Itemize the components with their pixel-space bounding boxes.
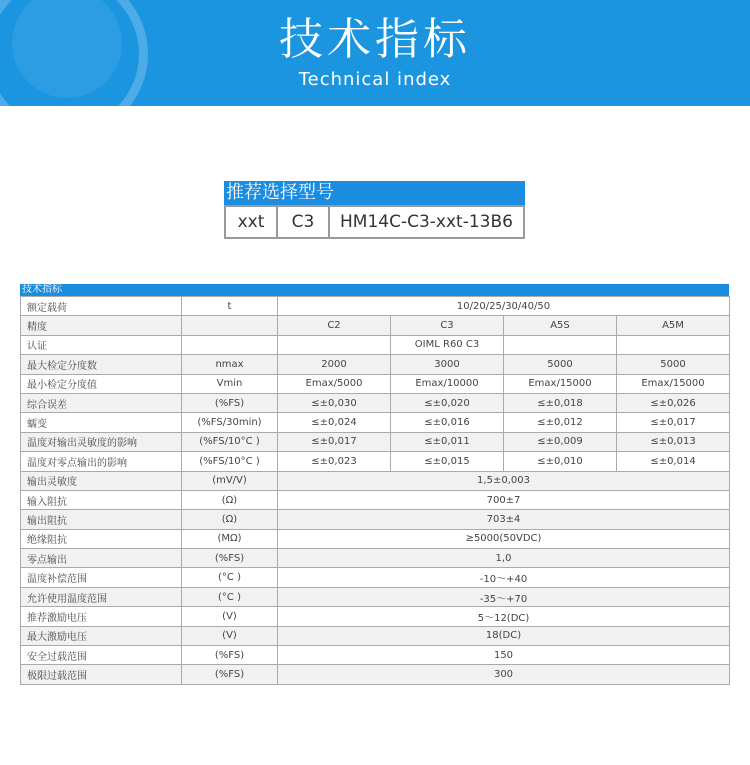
spec-value-cell — [617, 335, 730, 354]
table-row — [21, 510, 730, 529]
spec-name-cell: 绝缘阻抗 — [21, 529, 182, 548]
spec-value-cell: 5～12(DC) — [278, 607, 730, 626]
spec-unit-cell: (°C ) — [182, 568, 278, 587]
spec-value-cell: 5000 — [504, 355, 617, 374]
table-row — [21, 665, 730, 684]
spec-unit-cell: (MΩ) — [182, 529, 278, 548]
spec-name-cell: 允许使用温度范围 — [21, 587, 182, 606]
table-row — [21, 374, 730, 393]
spec-value-cell: A5M — [617, 316, 730, 335]
spec-unit-cell: (%FS) — [182, 665, 278, 684]
spec-unit-cell: (%FS) — [182, 393, 278, 412]
spec-value-cell: ≤±0,012 — [504, 413, 617, 432]
spec-unit-cell: (V) — [182, 626, 278, 645]
spec-unit-cell: (°C ) — [182, 587, 278, 606]
spec-value-cell — [278, 335, 391, 354]
spec-value-cell — [504, 335, 617, 354]
spec-name-cell: 最小检定分度值 — [21, 374, 182, 393]
spec-value-cell: Emax/15000 — [617, 374, 730, 393]
table-row — [21, 335, 730, 354]
table-row — [21, 471, 730, 490]
spec-value-cell: ≤±0,030 — [278, 393, 391, 412]
spec-value-cell: 18(DC) — [278, 626, 730, 645]
model-accuracy-cell: C3 — [277, 206, 329, 238]
spec-name-cell: 综合误差 — [21, 393, 182, 412]
spec-value-cell: ≤±0,026 — [617, 393, 730, 412]
spec-value-cell: ≤±0,014 — [617, 452, 730, 471]
spec-name-cell: 最大检定分度数 — [21, 355, 182, 374]
spec-name-cell: 输出阻抗 — [21, 510, 182, 529]
spec-name-cell: 极限过载范围 — [21, 665, 182, 684]
spec-value-cell: 1,5±0,003 — [278, 471, 730, 490]
spec-value-cell: ≤±0,024 — [278, 413, 391, 432]
spec-name-cell: 输出灵敏度 — [21, 471, 182, 490]
spec-value-cell: ≤±0,015 — [391, 452, 504, 471]
spec-unit-cell: (%FS/10°C ) — [182, 452, 278, 471]
spec-unit-cell: (%FS) — [182, 646, 278, 665]
table-row — [21, 393, 730, 412]
spec-value-cell: Emax/10000 — [391, 374, 504, 393]
spec-name-cell: 额定载荷 — [21, 297, 182, 316]
spec-unit-cell: (Ω) — [182, 510, 278, 529]
spec-value-cell: 10/20/25/30/40/50 — [278, 297, 730, 316]
spec-unit-cell: t — [182, 297, 278, 316]
spec-name-cell: 零点输出 — [21, 549, 182, 568]
table-row — [21, 452, 730, 471]
spec-value-cell: C2 — [278, 316, 391, 335]
spec-name-cell: 推荐激励电压 — [21, 607, 182, 626]
spec-value-cell: 703±4 — [278, 510, 730, 529]
spec-unit-cell: (%FS/30min) — [182, 413, 278, 432]
spec-unit-cell: nmax — [182, 355, 278, 374]
table-row — [21, 587, 730, 606]
recommended-model-title: 推荐选择型号 — [224, 181, 525, 205]
spec-value-cell: -10～+40 — [278, 568, 730, 587]
spec-value-cell: Emax/15000 — [504, 374, 617, 393]
spec-unit-cell: (V) — [182, 607, 278, 626]
spec-value-cell: 2000 — [278, 355, 391, 374]
spec-name-cell: 精度 — [21, 316, 182, 335]
spec-value-cell: ≤±0,017 — [617, 413, 730, 432]
table-row — [21, 490, 730, 509]
recommended-model-box — [224, 181, 525, 239]
spec-name-cell: 温度对输出灵敏度的影响 — [21, 432, 182, 451]
table-row — [21, 549, 730, 568]
recommended-model-table — [224, 205, 525, 239]
spec-value-cell: ≤±0,016 — [391, 413, 504, 432]
spec-name-cell: 蠕变 — [21, 413, 182, 432]
spec-value-cell: 3000 — [391, 355, 504, 374]
model-capacity-cell: xxt — [225, 206, 277, 238]
spec-unit-cell — [182, 335, 278, 354]
spec-name-cell: 认证 — [21, 335, 182, 354]
spec-value-cell: ≤±0,020 — [391, 393, 504, 412]
page-title: 技术指标 — [279, 14, 471, 65]
spec-value-cell: 150 — [278, 646, 730, 665]
spec-unit-cell: Vmin — [182, 374, 278, 393]
spec-value-cell: ≤±0,018 — [504, 393, 617, 412]
spec-table — [20, 296, 730, 685]
spec-name-cell: 温度对零点输出的影响 — [21, 452, 182, 471]
spec-unit-cell: (Ω) — [182, 490, 278, 509]
spec-unit-cell: (mV/V) — [182, 471, 278, 490]
spec-value-cell: ≤±0,017 — [278, 432, 391, 451]
header-banner — [0, 0, 750, 106]
spec-value-cell: ≥5000(50VDC) — [278, 529, 730, 548]
table-row — [21, 646, 730, 665]
spec-value-cell: C3 — [391, 316, 504, 335]
spec-value-cell: -35～+70 — [278, 587, 730, 606]
table-row — [21, 626, 730, 645]
spec-value-cell: 300 — [278, 665, 730, 684]
spec-table-title: 技术指标 — [20, 284, 729, 296]
spec-value-cell: ≤±0,010 — [504, 452, 617, 471]
spec-value-cell: 5000 — [617, 355, 730, 374]
spec-value-cell: Emax/5000 — [278, 374, 391, 393]
model-code-cell: HM14C-C3-xxt-13B6 — [329, 206, 524, 238]
table-row — [21, 413, 730, 432]
spec-value-cell: ≤±0,009 — [504, 432, 617, 451]
table-row — [21, 432, 730, 451]
spec-table-box — [20, 284, 729, 685]
spec-value-cell: ≤±0,013 — [617, 432, 730, 451]
table-row — [21, 529, 730, 548]
spec-value-cell: 700±7 — [278, 490, 730, 509]
spec-unit-cell: (%FS/10°C ) — [182, 432, 278, 451]
table-row — [21, 297, 730, 316]
spec-value-cell: OIML R60 C3 — [391, 335, 504, 354]
recommended-model-row — [225, 206, 524, 238]
spec-unit-cell — [182, 316, 278, 335]
spec-value-cell: ≤±0,011 — [391, 432, 504, 451]
table-row — [21, 568, 730, 587]
page-subtitle: Technical index — [298, 69, 452, 90]
spec-name-cell: 最大激励电压 — [21, 626, 182, 645]
spec-value-cell: 1,0 — [278, 549, 730, 568]
spec-name-cell: 安全过载范围 — [21, 646, 182, 665]
spec-name-cell: 温度补偿范围 — [21, 568, 182, 587]
spec-value-cell: ≤±0,023 — [278, 452, 391, 471]
table-row — [21, 355, 730, 374]
table-row — [21, 316, 730, 335]
table-row — [21, 607, 730, 626]
spec-value-cell: A5S — [504, 316, 617, 335]
spec-unit-cell: (%FS) — [182, 549, 278, 568]
spec-name-cell: 输入阻抗 — [21, 490, 182, 509]
